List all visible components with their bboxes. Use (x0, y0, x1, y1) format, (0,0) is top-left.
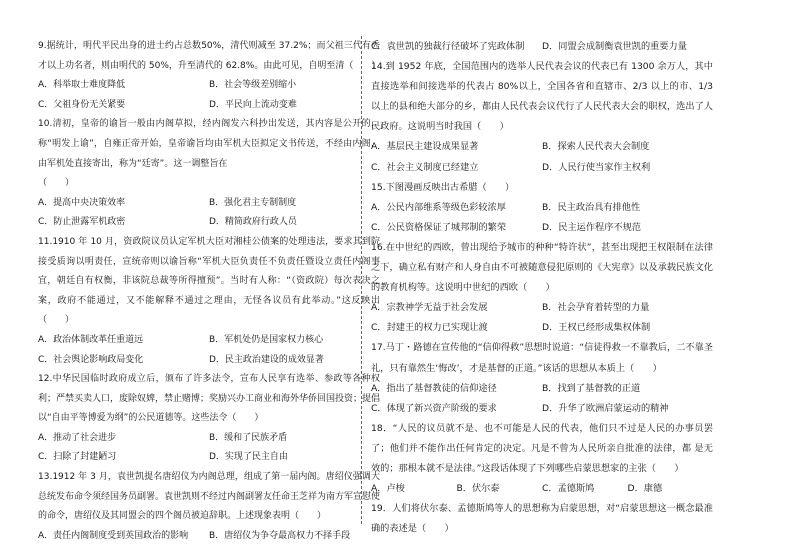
question-12-stem: 12.中华民国临时政府成立后，颁布了许多法令，宣布人民享有选举、参政等各种权利；严禁买卖人口，废除奴婢，禁止赌博；奖励兴办工商业和海外华侨回国投资；提倡以“自由平等博爱为纲”的公民道德等。这些法令（ ） (38, 374, 381, 424)
question-11-stem: 11.1910 年 10 月，资政院议员认定军机大臣对湘桂公债案的处理违法，要求其到院接受质询以明责任，宣统帝则以谕旨称“军机大臣负责任不负责任暨设立责任内阁事宜，朝廷自有权衡，非该院总裁等所得擅预”。当时有人称：“（资政院）每次表决之案，政府不能通过，又不能解释不通过之理由，无怪各议员有此举动。”这反映出（ ） (38, 236, 380, 326)
option-d: D．实现了民主自由 (209, 452, 288, 463)
question-16-options (371, 298, 713, 338)
option-a: A．责任内阁制度受到英国政治的影响 (38, 530, 189, 541)
option-b: B．强化君主专制制度 (209, 197, 297, 208)
option-c: C．社会主义制度已经建立 (371, 161, 479, 173)
question-10-paren: （ ） (38, 178, 75, 189)
question-9-options (38, 76, 380, 115)
option-d: D．民主政治建设的成效显著 (209, 354, 324, 365)
option-b: B．探索人民代表大会制度 (542, 141, 650, 153)
question-11-options (38, 331, 380, 370)
option-c: C．体现了新兴资产阶级的要求 (371, 402, 497, 414)
option-c: C．扫除了封建陋习 (38, 452, 117, 463)
question-17-options (371, 379, 713, 419)
option-b: B．缓和了民族矛盾 (209, 432, 288, 443)
option-a: A．推动了社会进步 (38, 432, 117, 443)
question-13-options (38, 527, 380, 547)
column-divider (361, 36, 362, 524)
option-c: C．社会舆论影响政局变化 (38, 354, 144, 365)
question-18 (371, 419, 713, 499)
question-15-stem: 15.下图漫画反映出古希腊（ ） (371, 181, 515, 193)
option-c: C．袁世凯的独裁行径破坏了宪政体制 (371, 41, 525, 52)
option-a: A．政治体制改革任重道远 (38, 334, 144, 345)
option-b: B．伏尔泰 (456, 483, 500, 495)
question-15 (371, 178, 713, 238)
option-a: A．公民内部维系等级色彩较浓厚 (371, 201, 506, 213)
question-19-stem: 19．人们将伏尔泰、孟德斯鸠等人的思想称为启蒙思想，对“启蒙思想这一概念最准确的表述是（ ） (371, 503, 713, 535)
question-17 (371, 338, 713, 418)
question-9 (38, 37, 380, 115)
question-10-options (38, 194, 380, 233)
option-b: B．军机处仍是国家权力核心 (209, 334, 324, 345)
option-a: A．科举取士难度降低 (38, 80, 126, 91)
option-a: A．卢梭 (371, 483, 405, 495)
option-a: A．提高中央决策效率 (38, 197, 126, 208)
question-11 (38, 233, 380, 370)
option-a: A．宗教神学无益于社会发展 (371, 302, 488, 314)
question-19 (371, 499, 713, 539)
question-17-stem: 17.马丁・路德在宣传他的“信仰得救”思想时说道：“信徒得救一不靠教后，二不靠圣礼，只有靠然生‘悔改’，才是基督的正道。”该话的思想从本质上（ ） (371, 342, 713, 374)
question-12 (38, 370, 380, 468)
question-16 (371, 238, 713, 338)
option-a: A．指出了基督教徒的信仰途径 (371, 382, 497, 394)
question-14-stem: 14.到 1952 年底，全国范围内的选举人民代表会议的代表已有 1300 余万人，其中直接选举和间接选举的代表占 80%以上，全国各省和直辖市、2/3 以上的市、1/3 以上的县和绝大部分的乡，都由人民代表会议代行了人民代表大会的职权，选出了人民政府。这说明当时我国（ ） (371, 61, 713, 133)
question-13 (38, 468, 380, 546)
question-10 (38, 115, 380, 233)
option-d: D．民主运作程序不规范 (542, 221, 641, 233)
question-18-options (371, 479, 713, 499)
option-c: C．封建王的权力已实现让渡 (371, 322, 488, 334)
option-d: D．同盟会成制衡袁世凯的重要力量 (542, 41, 687, 52)
option-d: D．人民行使当家作主权利 (542, 161, 651, 173)
left-column (38, 37, 380, 546)
question-18-stem: 18．“人民的议员就不是、也不可能是人民的代表，他们只不过是人民的办事员罢了；他们并不能作出任何肯定的决定。凡是不曾为人民所亲自批准的法律，都 是无效的；那根本就不是法律。”这段话体现了下列哪些启蒙思想家的主张（ ） (371, 422, 713, 474)
question-13-stem: 13.1912 年 3 月，袁世凯提名唐绍仪为内阁总理，组成了第一届内阁。唐绍仪强调大总统发布命令须经国务员副署。袁世凯则不经过内阁副署友任命王芝祥为南方军宣慰使的命令，唐绍仪及其同盟会的四个阁员被迫辞职。上述现象表明（ ） (38, 472, 381, 522)
question-14-options (371, 137, 713, 177)
option-b: B．唐绍仪为争夺最高权力不择手段 (209, 530, 351, 541)
question-9-stem: 9.据统计，明代平民出身的进士约占总数50%，清代则减至 37.2%；而父祖三代有秀才以上功名者，则由明代的 50%，升至清代的 62.8%。由此可见，自明至清（ ） (38, 41, 381, 71)
option-b: B．找到了基督教的正道 (542, 382, 641, 394)
option-d: D．王权已经形成集权体制 (542, 322, 651, 334)
option-b: B．社会等级差别缩小 (209, 80, 297, 91)
question-13-options-continued (371, 37, 713, 57)
option-c: C．孟德斯鸠 (542, 483, 595, 495)
option-c: C．父祖身份无关紧要 (38, 99, 126, 110)
option-b: B．民主政治具有排他性 (542, 201, 641, 213)
question-14 (371, 57, 713, 178)
question-16-stem: 16.在中世纪的西欧，曾出现给予城市的种种“特许状”，甚至出现把王权限制在法律之下，确立私有财产和人身自由不可被随意侵犯原则的《大宪章》以及承载民族文化的教育机构等。这说明中世纪的西欧（ ） (371, 241, 713, 294)
question-12-options (38, 429, 380, 468)
option-c: C．公民资格保证了城邦制的繁荣 (371, 221, 507, 233)
option-d: D．精简政府行政人员 (209, 217, 297, 228)
question-10-stem: 10.清初，皇帝的谕旨一般由内阁草拟，经内阁发六科抄出发送，其内容是公开的，称“明发上谕”，自雍正帝开始，皇帝谕旨均由军机大臣拟定文书传送，不经由内阁，由军机处直接寄出，称为“廷寄”。这一调整旨在 (38, 119, 380, 169)
right-column (371, 37, 713, 539)
option-d: D．升华了欧洲启蒙运动的精神 (542, 402, 669, 414)
option-d: D．康德 (627, 483, 663, 495)
option-d: D．平民向上流动变难 (209, 99, 297, 110)
option-b: B．社会孕育着转型的力量 (542, 302, 650, 314)
question-15-options (371, 198, 713, 238)
option-a: A．基层民主建设成果显著 (371, 141, 479, 153)
option-c: C．防止泄露军机政密 (38, 217, 126, 228)
